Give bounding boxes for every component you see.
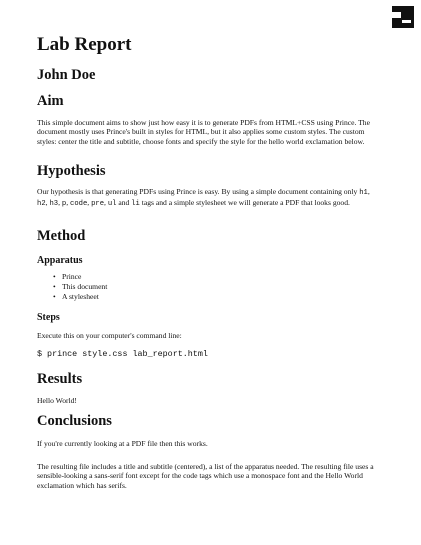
inline-code-tag: code: [70, 200, 88, 209]
hypothesis-text-start: Our hypothesis is that generating PDFs using Prince is easy. By using a simple document containing only: [37, 187, 360, 196]
steps-paragraph: Execute this on your computer's command line:: [37, 331, 182, 340]
inline-code-tag: li: [131, 200, 140, 209]
conclusions-heading: Conclusions: [37, 413, 112, 429]
conclusions-paragraph-1: If you're currently looking at a PDF file then this works.: [37, 439, 208, 448]
steps-heading: Steps: [37, 312, 60, 323]
aim-heading: Aim: [37, 93, 64, 109]
tag-separator: ,: [45, 198, 50, 208]
tag-separator: and: [116, 198, 132, 208]
inline-code-tag: ul: [107, 200, 117, 209]
command-line-code: $ prince style.css lab_report.html: [37, 349, 208, 359]
apparatus-item: • This document: [37, 282, 107, 292]
aim-paragraph: This simple document aims to show just how easy it is to generate PDFs from HTML+CSS using Prince. The document mostly uses Prince's built in styles for HTML, but it also applies some custom styles. The custom styles: center the title and subtitle, choose fonts and specify the style for the hello world exclamation below.: [37, 118, 370, 146]
inline-code-tag: h1: [359, 189, 368, 197]
apparatus-item: • Prince: [37, 272, 107, 282]
author-subtitle: John Doe: [37, 67, 96, 83]
apparatus-item: • A stylesheet: [37, 292, 107, 302]
apparatus-heading: Apparatus: [37, 255, 83, 266]
tag-separator: ,: [104, 198, 108, 208]
prince-logo-icon: [392, 6, 414, 28]
tag-separator: ,: [87, 198, 92, 208]
apparatus-list: [37, 272, 107, 302]
hypothesis-heading: Hypothesis: [37, 163, 106, 179]
tag-separator: ,: [66, 198, 70, 208]
inline-code-tag: h3: [49, 200, 59, 209]
results-heading: Results: [37, 371, 83, 387]
hypothesis-text-end: tags and a simple stylesheet we will generate a PDF that looks good.: [139, 198, 350, 208]
conclusions-paragraph-2: The resulting file includes a title and subtitle (centered), a list of the apparatus needed. The resulting file uses a sensible-looking a sans-serif font except for the code tags which use a monospace font and the Hello World exclamation which has serifs.: [37, 462, 374, 490]
page-title: Lab Report: [37, 34, 132, 55]
results-paragraph: Hello World!: [37, 396, 77, 405]
method-heading: Method: [37, 228, 86, 244]
inline-code-tag: h2: [37, 200, 46, 209]
inline-code-tag: p: [61, 200, 67, 209]
tag-separator: ,: [58, 198, 62, 208]
tag-separator: ,: [367, 187, 370, 196]
hypothesis-paragraph: [37, 187, 379, 210]
inline-code-tag: pre: [91, 200, 105, 209]
